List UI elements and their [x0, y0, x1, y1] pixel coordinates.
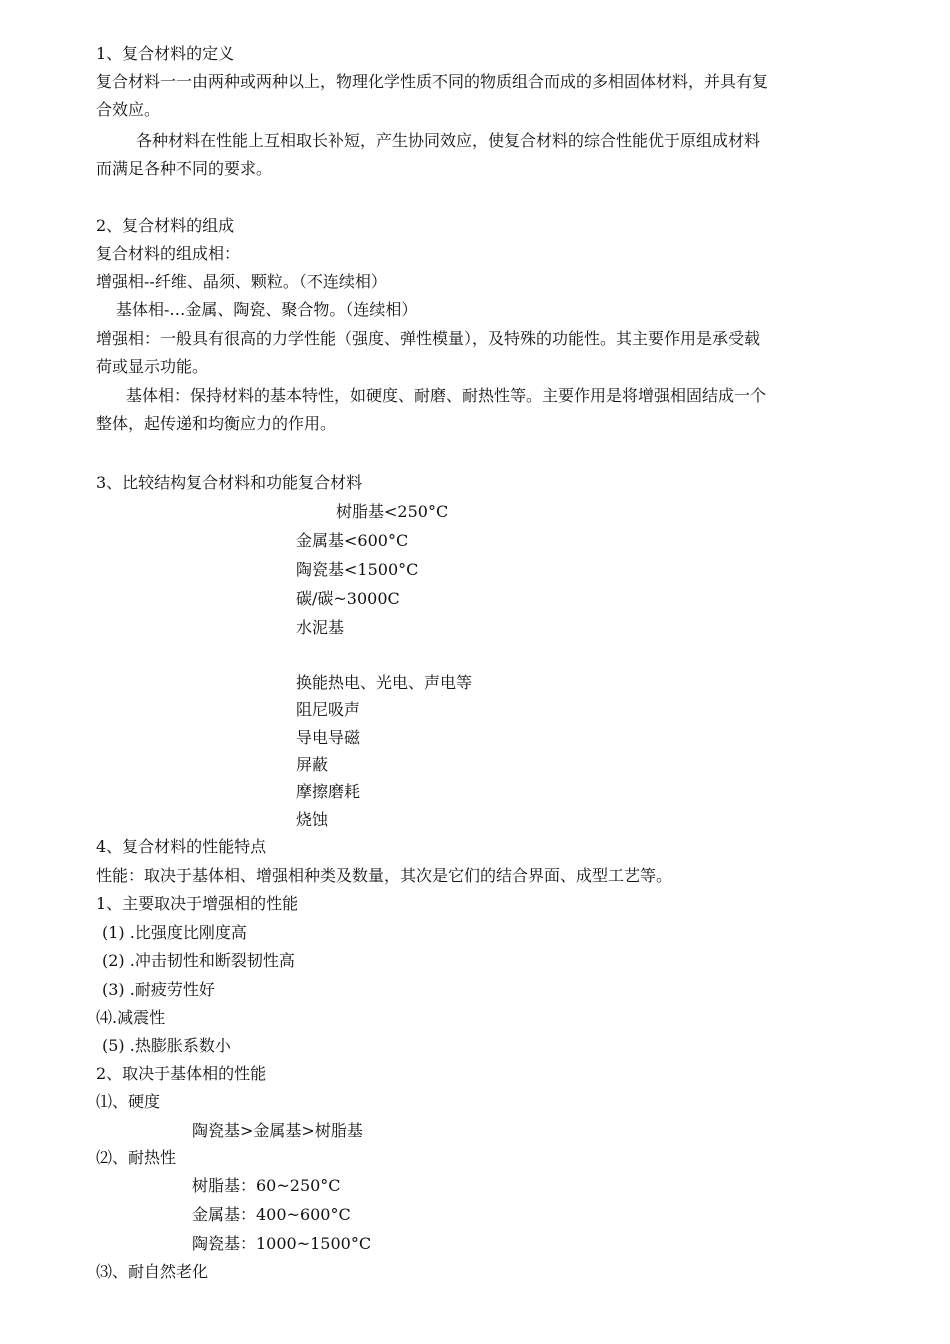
reinforce-desc-line-2: 荷或显示功能。: [96, 357, 209, 376]
structural-item: 树脂基<250°C: [336, 502, 449, 521]
functional-item: 阻尼吸声: [296, 700, 361, 719]
section-4-heading: 4、复合材料的性能特点: [96, 837, 267, 856]
functional-item: 换能热电、光电、声电等: [296, 673, 473, 692]
aging-label: ⑶、耐自然老化: [96, 1262, 209, 1281]
reinforce-phase-list: 增强相--纤维、晶须、颗粒。（不连续相）: [96, 272, 387, 291]
phases-intro: 复合材料的组成相：: [96, 244, 241, 263]
matrix-desc-line-2: 整体，起传递和均衡应力的作用。: [96, 414, 337, 433]
hardness-order: 陶瓷基>金属基>树脂基: [192, 1121, 363, 1140]
matrix-desc-line-1: 基体相：保持材料的基本特性，如硬度、耐磨、耐热性等。主要作用是将增强相固结成一个: [126, 386, 767, 405]
functional-item: 烧蚀: [296, 810, 329, 829]
structural-item: 碳/碳~3000C: [296, 589, 400, 608]
reinforce-property-item: (3) .耐疲劳性好: [102, 980, 215, 999]
structural-item: 陶瓷基<1500°C: [296, 560, 419, 579]
reinforce-property-item: ⑷.减震性: [96, 1008, 166, 1027]
heat-resistance-item: 金属基：400~600°C: [192, 1205, 351, 1224]
heat-resistance-label: ⑵、耐热性: [96, 1148, 177, 1167]
synergy-paragraph-line-2: 而满足各种不同的要求。: [96, 159, 273, 178]
reinforce-property-item: (2) .冲击韧性和断裂韧性高: [102, 951, 295, 970]
structural-item: 金属基<600°C: [296, 531, 409, 550]
subsection-1-heading: 1、主要取决于增强相的性能: [96, 894, 299, 913]
heat-resistance-item: 树脂基：60~250°C: [192, 1176, 341, 1195]
definition-line-2: 合效应。: [96, 100, 161, 119]
reinforce-property-item: (1) .比强度比刚度高: [102, 923, 247, 942]
synergy-paragraph-line-1: 各种材料在性能上互相取长补短，产生协同效应，使复合材料的综合性能优于原组成材料: [136, 131, 761, 150]
subsection-2-heading: 2、取决于基体相的性能: [96, 1064, 267, 1083]
section-2-heading: 2、复合材料的组成: [96, 216, 235, 235]
section-3-heading: 3、比较结构复合材料和功能复合材料: [96, 473, 363, 492]
reinforce-property-item: (5) .热膨胀系数小: [102, 1036, 231, 1055]
functional-item: 摩擦磨耗: [296, 782, 361, 801]
performance-summary: 性能：取决于基体相、增强相种类及数量，其次是它们的结合界面、成型工艺等。: [96, 866, 673, 885]
reinforce-desc-line-1: 增强相：一般具有很高的力学性能（强度、弹性模量），及特殊的功能性。其主要作用是承受载: [96, 329, 761, 348]
hardness-label: ⑴、硬度: [96, 1092, 161, 1111]
definition-line-1: 复合材料一一由两种或两种以上，物理化学性质不同的物质组合而成的多相固体材料，并具有复: [96, 72, 769, 91]
matrix-phase-list: 基体相-…金属、陶瓷、聚合物。（连续相）: [116, 300, 418, 319]
functional-item: 屏蔽: [296, 755, 329, 774]
functional-item: 导电导磁: [296, 728, 361, 747]
heat-resistance-item: 陶瓷基：1000~1500°C: [192, 1234, 372, 1253]
structural-item: 水泥基: [296, 618, 345, 637]
section-1-heading: 1、复合材料的定义: [96, 44, 235, 63]
